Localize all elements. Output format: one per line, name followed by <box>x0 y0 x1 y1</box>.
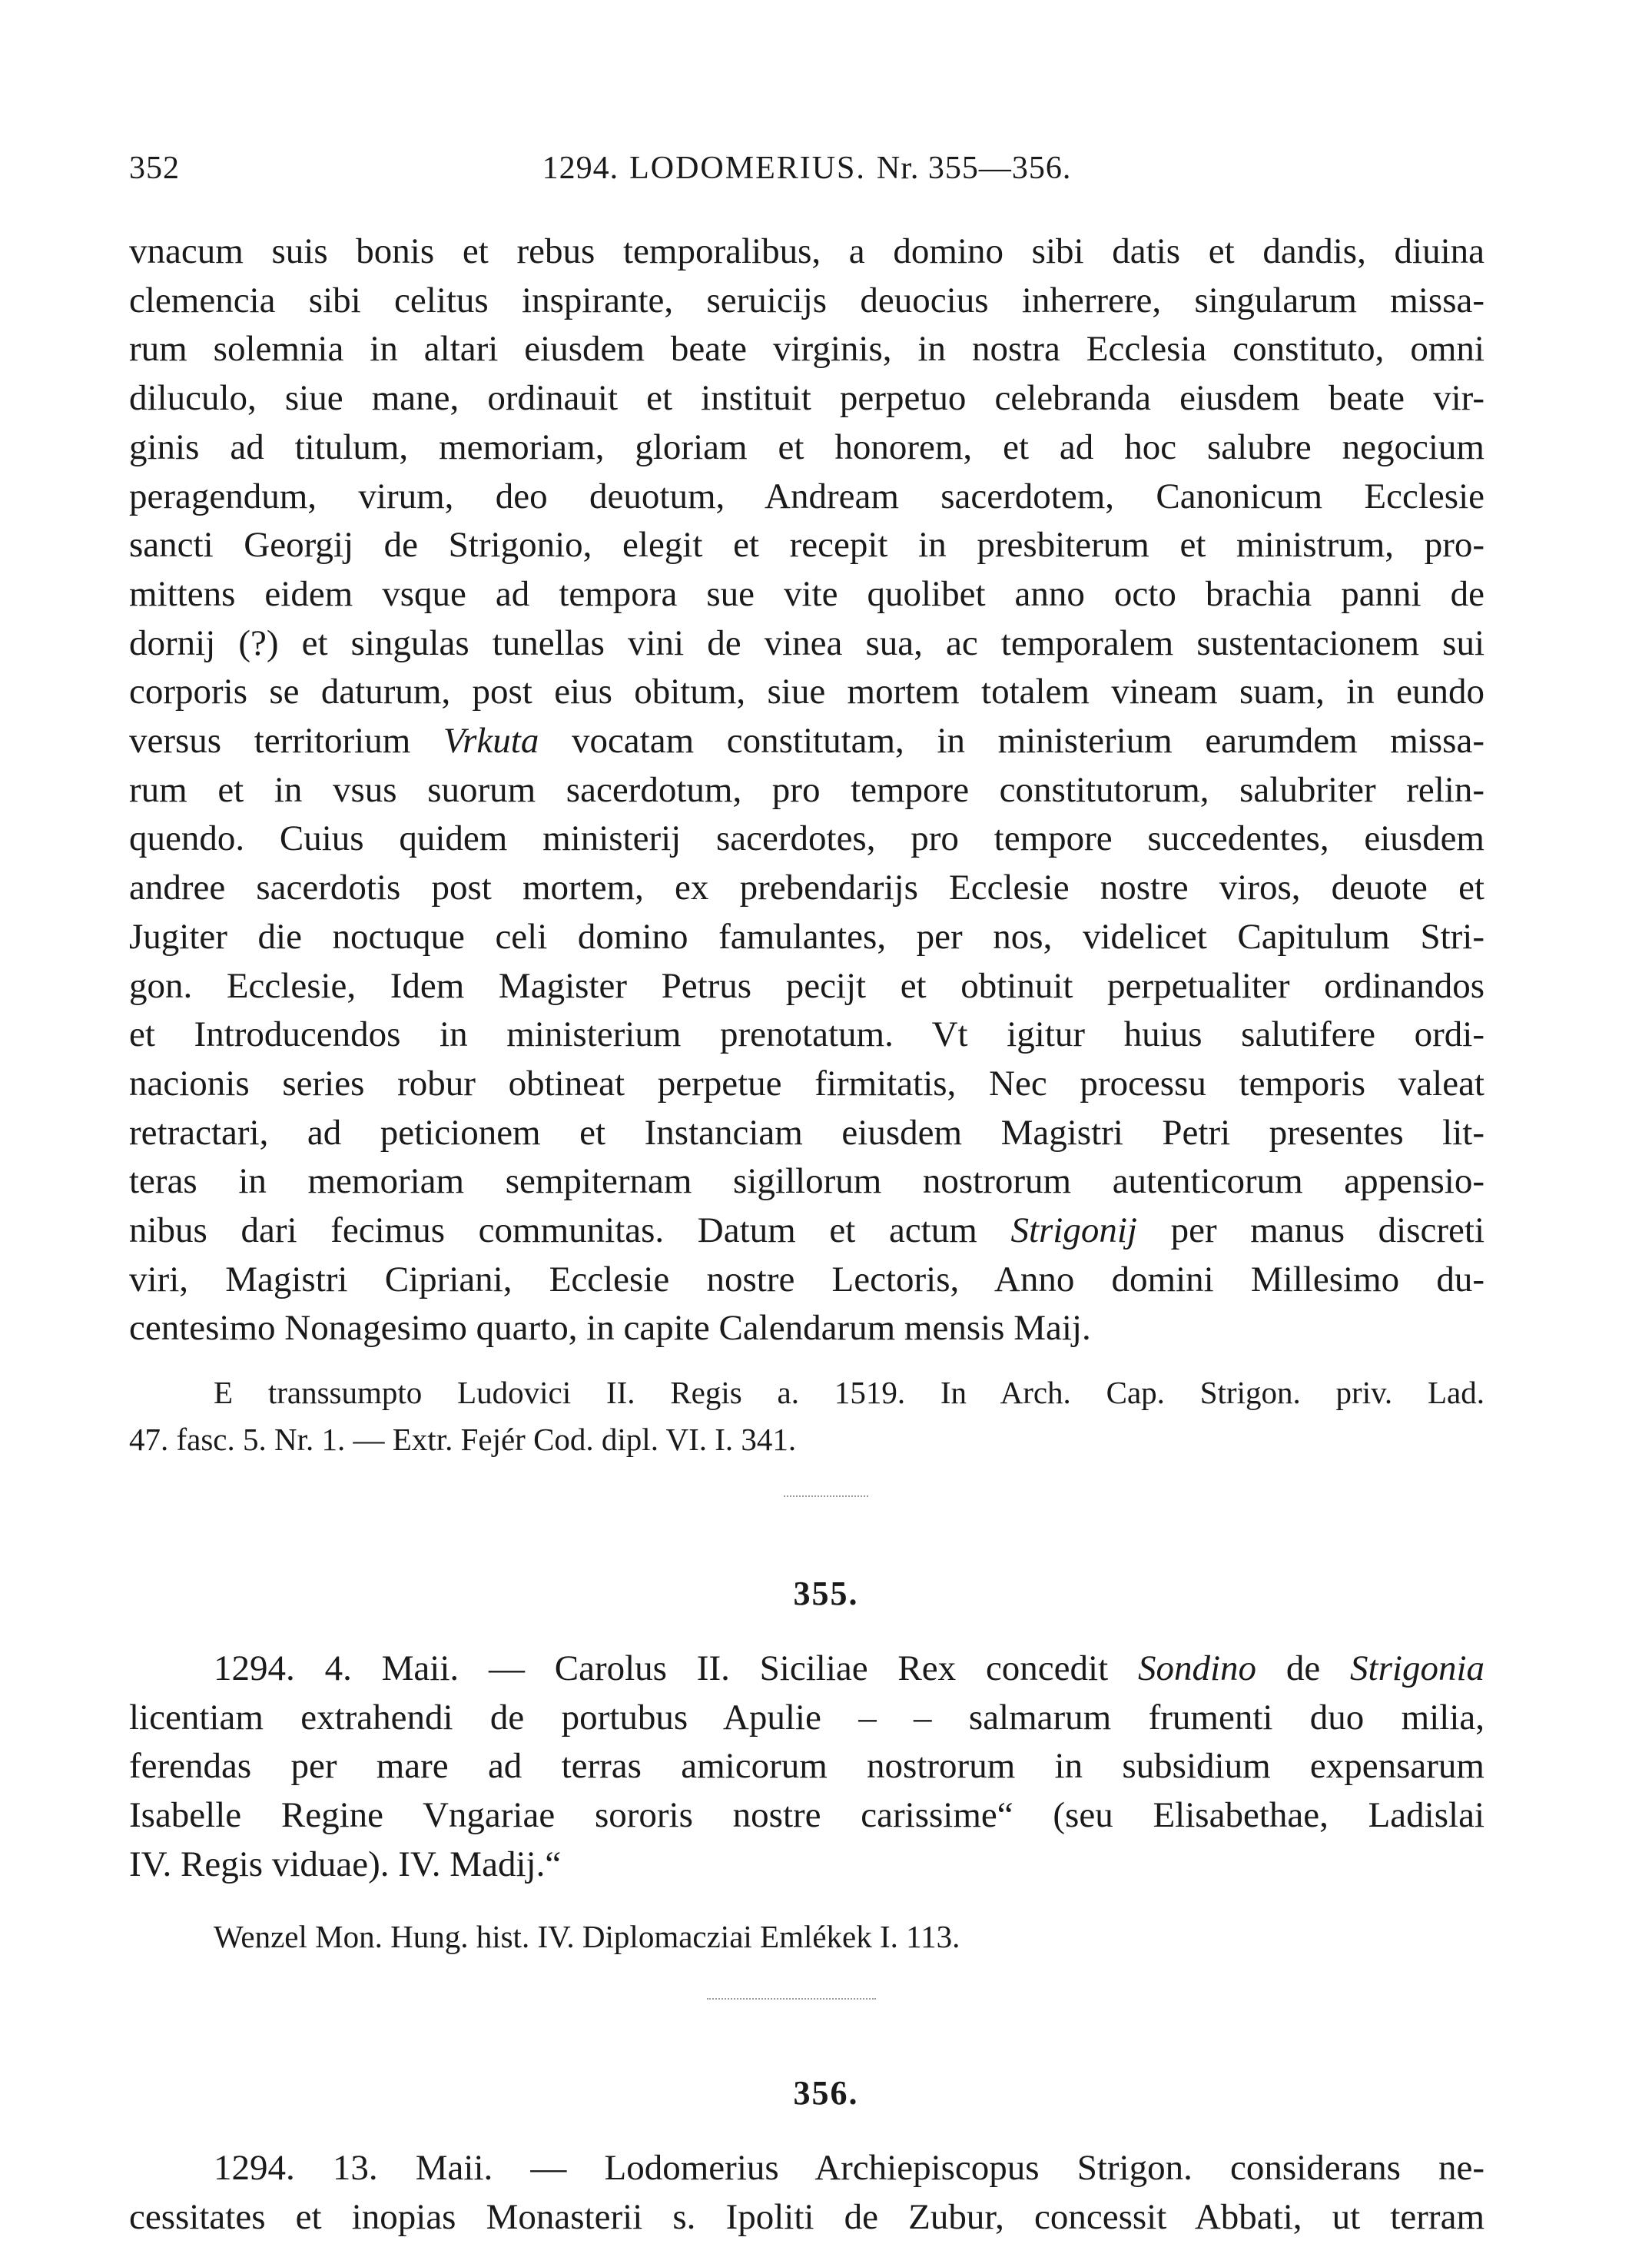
section-separator <box>784 1495 868 1497</box>
text-line: viri, Magistri Cipriani, Ecclesie nostre Lectoris, Anno domini Millesimo du- <box>129 1259 1484 1299</box>
text-line: 1294. 13. Maii. — Lodomerius Archiepiscopus Strigon. considerans ne- <box>214 2148 1484 2188</box>
text-segment: de <box>1256 1648 1351 1688</box>
text-line: et Introducendos in ministerium prenotatum. Vt igitur huius salutifere ordi- <box>129 1014 1484 1055</box>
running-title-year: 1294. <box>542 151 619 186</box>
text-segment: nibus dari fecimus communitas. Datum et actum <box>129 1210 1011 1251</box>
running-head <box>129 150 1484 196</box>
regest-355 <box>129 1645 1484 1890</box>
text-line: rum et in vsus suorum sacerdotum, pro tempore constitutorum, salubriter relin- <box>129 769 1484 810</box>
document-number: 355. <box>793 1575 859 1612</box>
place-name-italic: Vrkuta <box>443 721 539 762</box>
text-line: IV. Regis viduae). IV. Madij.“ <box>129 1844 562 1884</box>
text-line: cessitates et inopias Monasterii s. Ipoliti de Zubur, concessit Abbati, ut terram <box>129 2196 1484 2237</box>
source-note <box>129 1369 1484 1463</box>
text-line: Jugiter die noctuque celi domino famulantes, per nos, videlicet Capitulum Stri- <box>129 916 1484 957</box>
text-line <box>129 1645 1484 1694</box>
text-line: clemencia sibi celitus inspirante, seruicijs deuocius inherrere, singularum missa- <box>129 280 1484 320</box>
text-line: diluculo, siue mane, ordinauit et instituit perpetuo celebranda eiusdem beate vir- <box>129 378 1484 419</box>
source-line: 47. fasc. 5. Nr. 1. — Extr. Fejér Cod. dipl. VI. I. 341. <box>129 1422 797 1457</box>
regest-356 <box>129 2144 1484 2242</box>
person-name-italic: Sondino <box>1137 1648 1257 1688</box>
text-segment: 1294. 4. Maii. — Carolus II. Siciliae Rex concedit <box>214 1648 1138 1688</box>
text-line: gon. Ecclesie, Idem Magister Petrus pecijt et obtinuit perpetualiter ordinandos <box>129 965 1484 1006</box>
text-segment: vocatam constitutam, in ministerium earumdem missa- <box>539 721 1484 762</box>
text-segment: per manus discreti <box>1136 1210 1485 1251</box>
document-number: 356. <box>793 2074 859 2112</box>
text-line: licentiam extrahendi de portubus Apulie – – salmarum frumenti duo milia, <box>129 1697 1484 1738</box>
page-number: 352 <box>129 151 180 186</box>
text-segment: versus territorium <box>129 721 443 762</box>
text-line: centesimo Nonagesimo quarto, in capite Calendarum mensis Maij. <box>129 1308 1091 1349</box>
text-line: corporis se daturum, post eius obitum, siue mortem totalem vineam suam, in eundo <box>129 672 1484 712</box>
text-line: dornij (?) et singulas tunellas vini de vinea sua, ac temporalem sustentacionem sui <box>129 622 1484 663</box>
source-line: E transsumpto Ludovici II. Regis a. 1519. In Arch. Cap. Strigon. priv. Lad. <box>214 1375 1484 1410</box>
text-line: mittens eidem vsque ad tempora sue vite quolibet anno octo brachia panni de <box>129 573 1484 614</box>
place-name-italic: Strigonia <box>1350 1648 1484 1688</box>
text-line: andree sacerdotis post mortem, ex prebendarijs Ecclesie nostre viros, deuote et <box>129 868 1484 908</box>
source-line: Wenzel Mon. Hung. hist. IV. Diplomacziai Emlékek I. 113. <box>214 1919 960 1954</box>
running-title-number-range: Nr. 355—356. <box>876 151 1072 186</box>
text-line <box>129 1207 1484 1256</box>
text-line <box>129 717 1484 766</box>
text-line: teras in memoriam sempiternam sigillorum nostrorum autenticorum appensio- <box>129 1161 1484 1202</box>
text-line: nacionis series robur obtineat perpetue firmitatis, Nec processu temporis valeat <box>129 1063 1484 1104</box>
text-line: ginis ad titulum, memoriam, gloriam et honorem, et ad hoc salubre negocium <box>129 427 1484 467</box>
source-note <box>129 1914 1484 1960</box>
text-line: peragendum, virum, deo deuotum, Andream sacerdotem, Canonicum Ecclesie <box>129 476 1484 516</box>
text-line: sancti Georgij de Strigonio, elegit et recepit in presbiterum et ministrum, pro- <box>129 525 1484 566</box>
running-title-name: LODOMERIUS. <box>629 151 866 186</box>
text-line: retractari, ad peticionem et Instanciam eiusdem Magistri Petri presentes lit- <box>129 1112 1484 1153</box>
text-line: vnacum suis bonis et rebus temporalibus, a domino sibi datis et dandis, diuina <box>129 231 1484 271</box>
charter-text <box>129 227 1484 1353</box>
place-name-italic: Strigonij <box>1010 1210 1137 1251</box>
text-line: ferendas per mare ad terras amicorum nostrorum in subsidium expensarum <box>129 1746 1484 1787</box>
text-line: Isabelle Regine Vngariae sororis nostre carissime“ (seu Elisabethae, Ladislai <box>129 1795 1484 1836</box>
text-line: rum solemnia in altari eiusdem beate virginis, in nostra Ecclesia constituto, omni <box>129 329 1484 370</box>
text-line: quendo. Cuius quidem ministerij sacerdotes, pro tempore succedentes, eiusdem <box>129 818 1484 859</box>
running-title <box>129 150 1484 187</box>
section-separator <box>707 1998 876 2000</box>
